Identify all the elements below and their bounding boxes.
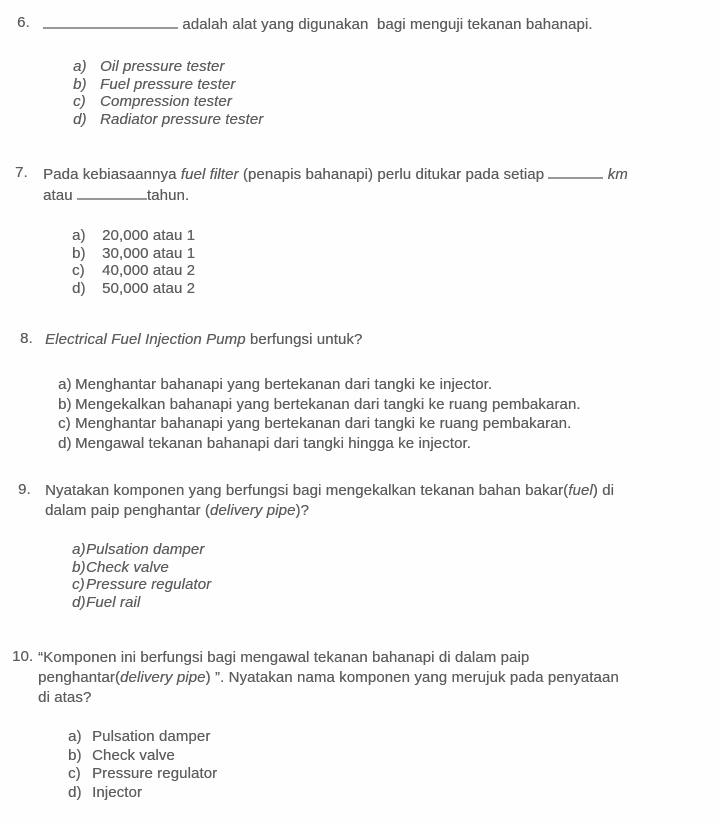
- option-text: Mengawal tekanan bahanapi dari tangki hingga ke injector.: [75, 434, 471, 452]
- option-row: [72, 262, 720, 280]
- question-number: 8.: [20, 330, 33, 347]
- option-row: [58, 395, 720, 415]
- option-row: [58, 414, 720, 434]
- stem-text-segment: adalah alat yang digunakan bagi menguji tekanan bahanapi.: [178, 16, 593, 33]
- option-row: [58, 375, 720, 395]
- option-text: Oil pressure tester: [100, 58, 225, 75]
- answer-blank-line: [77, 185, 147, 200]
- stem-text-segment: “Komponen ini berfungsi bagi mengawal tekanan bahanapi di dalam paip: [38, 649, 530, 666]
- option-letter: a): [72, 541, 86, 558]
- stem-text-segment: dalam paip penghantar (: [45, 502, 210, 519]
- option-text: Fuel pressure tester: [100, 75, 236, 93]
- stem-text-segment: )?: [295, 502, 309, 519]
- option-text: Injector: [92, 783, 142, 801]
- option-letter: c): [73, 93, 86, 110]
- stem-text-segment: delivery pipe: [120, 669, 206, 686]
- stem-text-segment: ) ”. Nyatakan nama komponen yang merujuk pada penyataan: [205, 669, 619, 686]
- option-text: Menghantar bahanapi yang bertekanan dari tangki ke injector.: [75, 376, 493, 393]
- options-list: [72, 227, 720, 297]
- option-row: [68, 765, 720, 784]
- option-text: Check valve: [92, 746, 175, 764]
- option-text: Pulsation damper: [92, 728, 211, 745]
- options-list: [72, 541, 720, 611]
- stem-text-segment: fuel filter: [180, 166, 239, 183]
- option-row: [72, 245, 720, 263]
- option-letter: a): [58, 376, 72, 393]
- option-text: Pulsation damper: [86, 541, 205, 558]
- stem-text-segment: di atas?: [38, 689, 92, 706]
- option-letter: c): [72, 262, 85, 279]
- option-text: Mengekalkan bahanapi yang bertekanan dari tangki ke ruang pembakaran.: [75, 395, 581, 413]
- option-row: [68, 747, 720, 766]
- stem-text-segment: berfungsi untuk?: [245, 331, 363, 348]
- option-letter: c): [72, 576, 85, 593]
- option-letter: a): [72, 227, 86, 244]
- question-number: 10.: [12, 648, 34, 665]
- options-list: [58, 375, 720, 453]
- options-list: [73, 58, 720, 128]
- question-6: [0, 14, 720, 128]
- stem-text-segment: tahun.: [146, 187, 190, 204]
- option-text: Check valve: [86, 558, 169, 576]
- stem-text-segment: fuel: [568, 482, 593, 499]
- question-number: 6.: [17, 14, 30, 31]
- answer-blank-line: [43, 14, 178, 29]
- option-row: [73, 93, 720, 111]
- option-text: Fuel rail: [86, 593, 141, 611]
- stem-text-segment: km: [603, 166, 628, 183]
- question-stem: [38, 648, 720, 708]
- question-7: [0, 164, 720, 297]
- question-number: 9.: [18, 481, 31, 498]
- option-row: [72, 559, 720, 577]
- question-stem: [43, 164, 720, 206]
- option-row: [72, 576, 720, 594]
- stem-text-segment: atau: [43, 187, 77, 204]
- question-10: [0, 648, 720, 802]
- question-9: [0, 481, 720, 611]
- option-text: Menghantar bahanapi yang bertekanan dari tangki ke ruang pembakaran.: [75, 415, 572, 432]
- option-text: 50,000 atau 2: [102, 279, 196, 297]
- question-stem: [43, 14, 720, 35]
- stem-text-segment: Pada kebiasaannya: [43, 166, 181, 183]
- option-letter: d): [72, 593, 86, 611]
- option-text: Radiator pressure tester: [100, 110, 264, 128]
- option-row: [68, 784, 720, 803]
- option-letter: b): [72, 244, 86, 262]
- option-row: [58, 434, 720, 454]
- option-letter: d): [58, 434, 72, 452]
- option-text: Compression tester: [100, 93, 232, 110]
- stem-text-segment: delivery pipe: [209, 502, 296, 519]
- option-row: [72, 594, 720, 612]
- stem-text-segment: ) di: [592, 482, 615, 499]
- question-stem: [45, 481, 720, 521]
- option-letter: b): [68, 746, 82, 764]
- stem-text-segment: Electrical Fuel Injection Pump: [45, 331, 246, 348]
- option-row: [72, 541, 720, 559]
- option-text: 20,000 atau 1: [102, 227, 196, 244]
- option-text: Pressure regulator: [92, 765, 218, 782]
- option-row: [73, 111, 720, 129]
- option-letter: a): [68, 728, 82, 745]
- option-letter: b): [73, 75, 87, 93]
- option-letter: d): [73, 110, 87, 128]
- stem-text-segment: penghantar(: [38, 669, 120, 686]
- question-number: 7.: [15, 164, 28, 181]
- stem-text-segment: Nyatakan komponen yang berfungsi bagi mengekalkan tekanan bahan bakar(: [45, 482, 569, 499]
- option-row: [72, 280, 720, 298]
- option-letter: b): [72, 558, 86, 576]
- option-letter: a): [73, 58, 87, 75]
- option-letter: c): [68, 765, 81, 782]
- stem-text-segment: (penapis bahanapi) perlu ditukar pada setiap: [238, 166, 549, 183]
- option-text: 30,000 atau 1: [102, 244, 196, 262]
- option-letter: b): [58, 395, 72, 413]
- option-letter: d): [68, 783, 82, 801]
- option-letter: d): [72, 279, 86, 297]
- option-row: [72, 227, 720, 245]
- option-text: Pressure regulator: [86, 576, 212, 593]
- answer-blank-line: [548, 164, 603, 179]
- option-row: [73, 58, 720, 76]
- question-stem: [45, 330, 720, 350]
- question-8: [0, 330, 720, 453]
- option-text: 40,000 atau 2: [102, 262, 196, 279]
- options-list: [68, 728, 720, 802]
- option-letter: c): [58, 415, 71, 432]
- option-row: [73, 76, 720, 94]
- option-row: [68, 728, 720, 747]
